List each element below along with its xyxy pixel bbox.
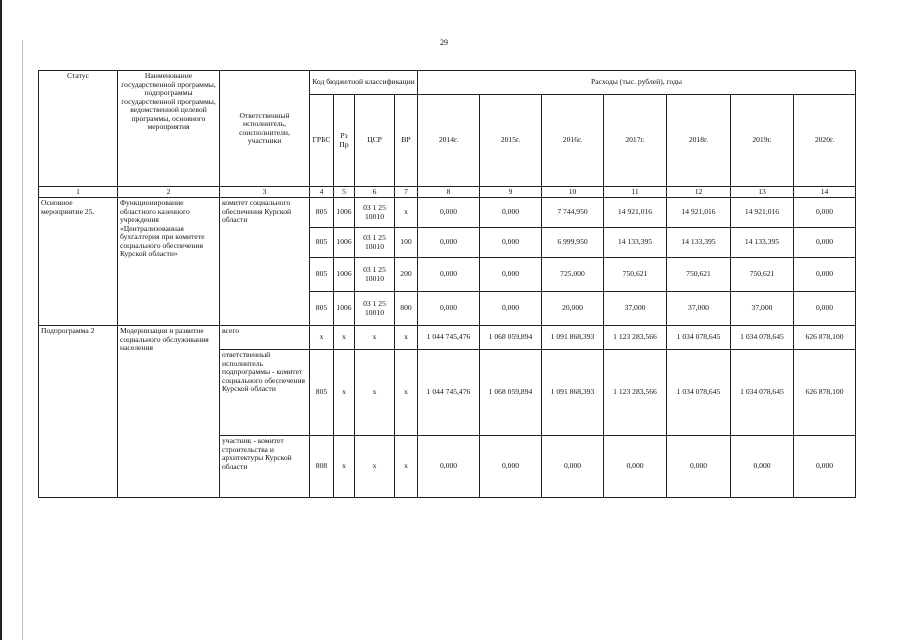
- column-number: 10: [542, 187, 604, 198]
- header-rzpr: Рз Пр: [334, 95, 355, 187]
- row-name: Модернизация и развитие социального обслуживания населения: [118, 326, 220, 498]
- cell-value: 0,000: [480, 258, 542, 292]
- scan-edge-line: [0, 0, 2, 640]
- cell-csr: 03 1 25 10010: [355, 292, 395, 326]
- cell-value: 750,621: [731, 258, 794, 292]
- cell-grbs: 805: [310, 258, 334, 292]
- cell-value: 0,000: [794, 258, 856, 292]
- header-year: 2017г.: [604, 95, 667, 187]
- cell-grbs: 805: [310, 228, 334, 258]
- column-number: 3: [220, 187, 310, 198]
- header-executor: Ответственный исполнитель, соисполнители, участники: [220, 71, 310, 187]
- cell-csr: 03 1 25 10010: [355, 228, 395, 258]
- cell-value: 0,000: [480, 292, 542, 326]
- column-number: 7: [395, 187, 418, 198]
- cell-value: 7 744,950: [542, 198, 604, 228]
- cell-rzpr: х: [334, 350, 355, 436]
- cell-csr: х: [355, 350, 395, 436]
- column-number: 5: [334, 187, 355, 198]
- cell-value: 1 091 868,393: [542, 326, 604, 350]
- cell-value: 14 921,016: [731, 198, 794, 228]
- header-grbs: ГРБС: [310, 95, 334, 187]
- cell-value: 750,621: [667, 258, 731, 292]
- column-number: 13: [731, 187, 794, 198]
- table-row: [39, 326, 856, 350]
- cell-value: 0,000: [418, 198, 480, 228]
- cell-value: 14 133,395: [731, 228, 794, 258]
- cell-value: 1 091 868,393: [542, 350, 604, 436]
- cell-value: 1 068 059,894: [480, 350, 542, 436]
- cell-csr: х: [355, 436, 395, 498]
- cell-value: 1 034 078,645: [667, 326, 731, 350]
- header-year: 2016г.: [542, 95, 604, 187]
- column-number: 4: [310, 187, 334, 198]
- header-year: 2020г.: [794, 95, 856, 187]
- cell-vr: х: [395, 198, 418, 228]
- column-number: 1: [39, 187, 118, 198]
- cell-value: 0,000: [480, 198, 542, 228]
- cell-csr: 03 1 25 10010: [355, 198, 395, 228]
- cell-vr: х: [395, 350, 418, 436]
- cell-value: 750,621: [604, 258, 667, 292]
- column-number-row: [39, 187, 856, 198]
- cell-value: 1 044 745,476: [418, 326, 480, 350]
- cell-value: 14 921,016: [667, 198, 731, 228]
- table-row: [39, 198, 856, 228]
- header-name: Наименование государственной программы, подпрограммы государственной программы, ведомственной целевой программы, основного мероприятия: [118, 71, 220, 187]
- header-vr: ВР: [395, 95, 418, 187]
- column-number: 14: [794, 187, 856, 198]
- header-status: Статус: [39, 71, 118, 187]
- header-year: 2018г.: [667, 95, 731, 187]
- cell-value: 0,000: [480, 436, 542, 498]
- column-number: 6: [355, 187, 395, 198]
- cell-value: 0,000: [418, 258, 480, 292]
- cell-value: 1 034 078,645: [731, 350, 794, 436]
- cell-csr: 03 1 25 10010: [355, 258, 395, 292]
- cell-value: 0,000: [794, 292, 856, 326]
- row-status: Основное мероприятие 25.: [39, 198, 118, 326]
- cell-value: 0,000: [418, 436, 480, 498]
- column-number: 8: [418, 187, 480, 198]
- cell-rzpr: х: [334, 436, 355, 498]
- cell-value: 0,000: [667, 436, 731, 498]
- column-number: 9: [480, 187, 542, 198]
- cell-rzpr: 1006: [334, 198, 355, 228]
- budget-table: [38, 70, 856, 498]
- row-executor: участник - комитет строительства и архитектуры Курской области: [220, 436, 310, 498]
- cell-value: 14 133,395: [667, 228, 731, 258]
- column-number: 12: [667, 187, 731, 198]
- cell-vr: х: [395, 436, 418, 498]
- row-executor: ответственный исполнитель подпрограммы - комитет социального обеспечения Курской области: [220, 350, 310, 436]
- cell-value: 20,000: [542, 292, 604, 326]
- row-executor: комитет социального обеспечения Курской области: [220, 198, 310, 326]
- header-budget-code: Код бюджетной классификации: [310, 71, 418, 95]
- cell-value: 14 921,016: [604, 198, 667, 228]
- cell-value: 1 034 078,645: [731, 326, 794, 350]
- cell-rzpr: 1006: [334, 228, 355, 258]
- cell-csr: х: [355, 326, 395, 350]
- header-year: 2014г.: [418, 95, 480, 187]
- page-number: 29: [440, 38, 448, 47]
- cell-grbs: х: [310, 326, 334, 350]
- column-number: 2: [118, 187, 220, 198]
- cell-grbs: 805: [310, 198, 334, 228]
- cell-vr: 800: [395, 292, 418, 326]
- cell-value: 37,000: [731, 292, 794, 326]
- cell-rzpr: 1006: [334, 258, 355, 292]
- scan-fold-line: [22, 40, 23, 640]
- cell-value: 1 034 078,645: [667, 350, 731, 436]
- header-csr: ЦСР: [355, 95, 395, 187]
- row-executor: всего: [220, 326, 310, 350]
- cell-value: 0,000: [542, 436, 604, 498]
- cell-value: 0,000: [794, 436, 856, 498]
- cell-value: 0,000: [794, 198, 856, 228]
- cell-value: 6 999,950: [542, 228, 604, 258]
- cell-rzpr: х: [334, 326, 355, 350]
- cell-value: 0,000: [731, 436, 794, 498]
- cell-grbs: 805: [310, 350, 334, 436]
- cell-vr: х: [395, 326, 418, 350]
- cell-value: 626 878,100: [794, 350, 856, 436]
- cell-value: 0,000: [418, 228, 480, 258]
- cell-vr: 100: [395, 228, 418, 258]
- cell-value: 37,000: [667, 292, 731, 326]
- cell-value: 0,000: [604, 436, 667, 498]
- header-expenses: Расходы (тыс. рублей), годы: [418, 71, 856, 95]
- header-year: 2015г.: [480, 95, 542, 187]
- cell-value: 1 123 283,566: [604, 326, 667, 350]
- cell-value: 37,000: [604, 292, 667, 326]
- row-name: Функционирование областного казенного учреждения «Централизованная бухгалтерия при комитете социального обеспечения Курской области»: [118, 198, 220, 326]
- cell-grbs: 808: [310, 436, 334, 498]
- header-year: 2019г.: [731, 95, 794, 187]
- cell-value: 1 068 059,894: [480, 326, 542, 350]
- column-number: 11: [604, 187, 667, 198]
- cell-rzpr: 1006: [334, 292, 355, 326]
- cell-value: 0,000: [418, 292, 480, 326]
- cell-value: 626 878,100: [794, 326, 856, 350]
- cell-vr: 200: [395, 258, 418, 292]
- cell-value: 0,000: [480, 228, 542, 258]
- cell-value: 1 044 745,476: [418, 350, 480, 436]
- cell-value: 725,000: [542, 258, 604, 292]
- row-status: Подпрограмма 2: [39, 326, 118, 498]
- cell-value: 1 123 283,566: [604, 350, 667, 436]
- cell-grbs: 805: [310, 292, 334, 326]
- cell-value: 14 133,395: [604, 228, 667, 258]
- cell-value: 0,000: [794, 228, 856, 258]
